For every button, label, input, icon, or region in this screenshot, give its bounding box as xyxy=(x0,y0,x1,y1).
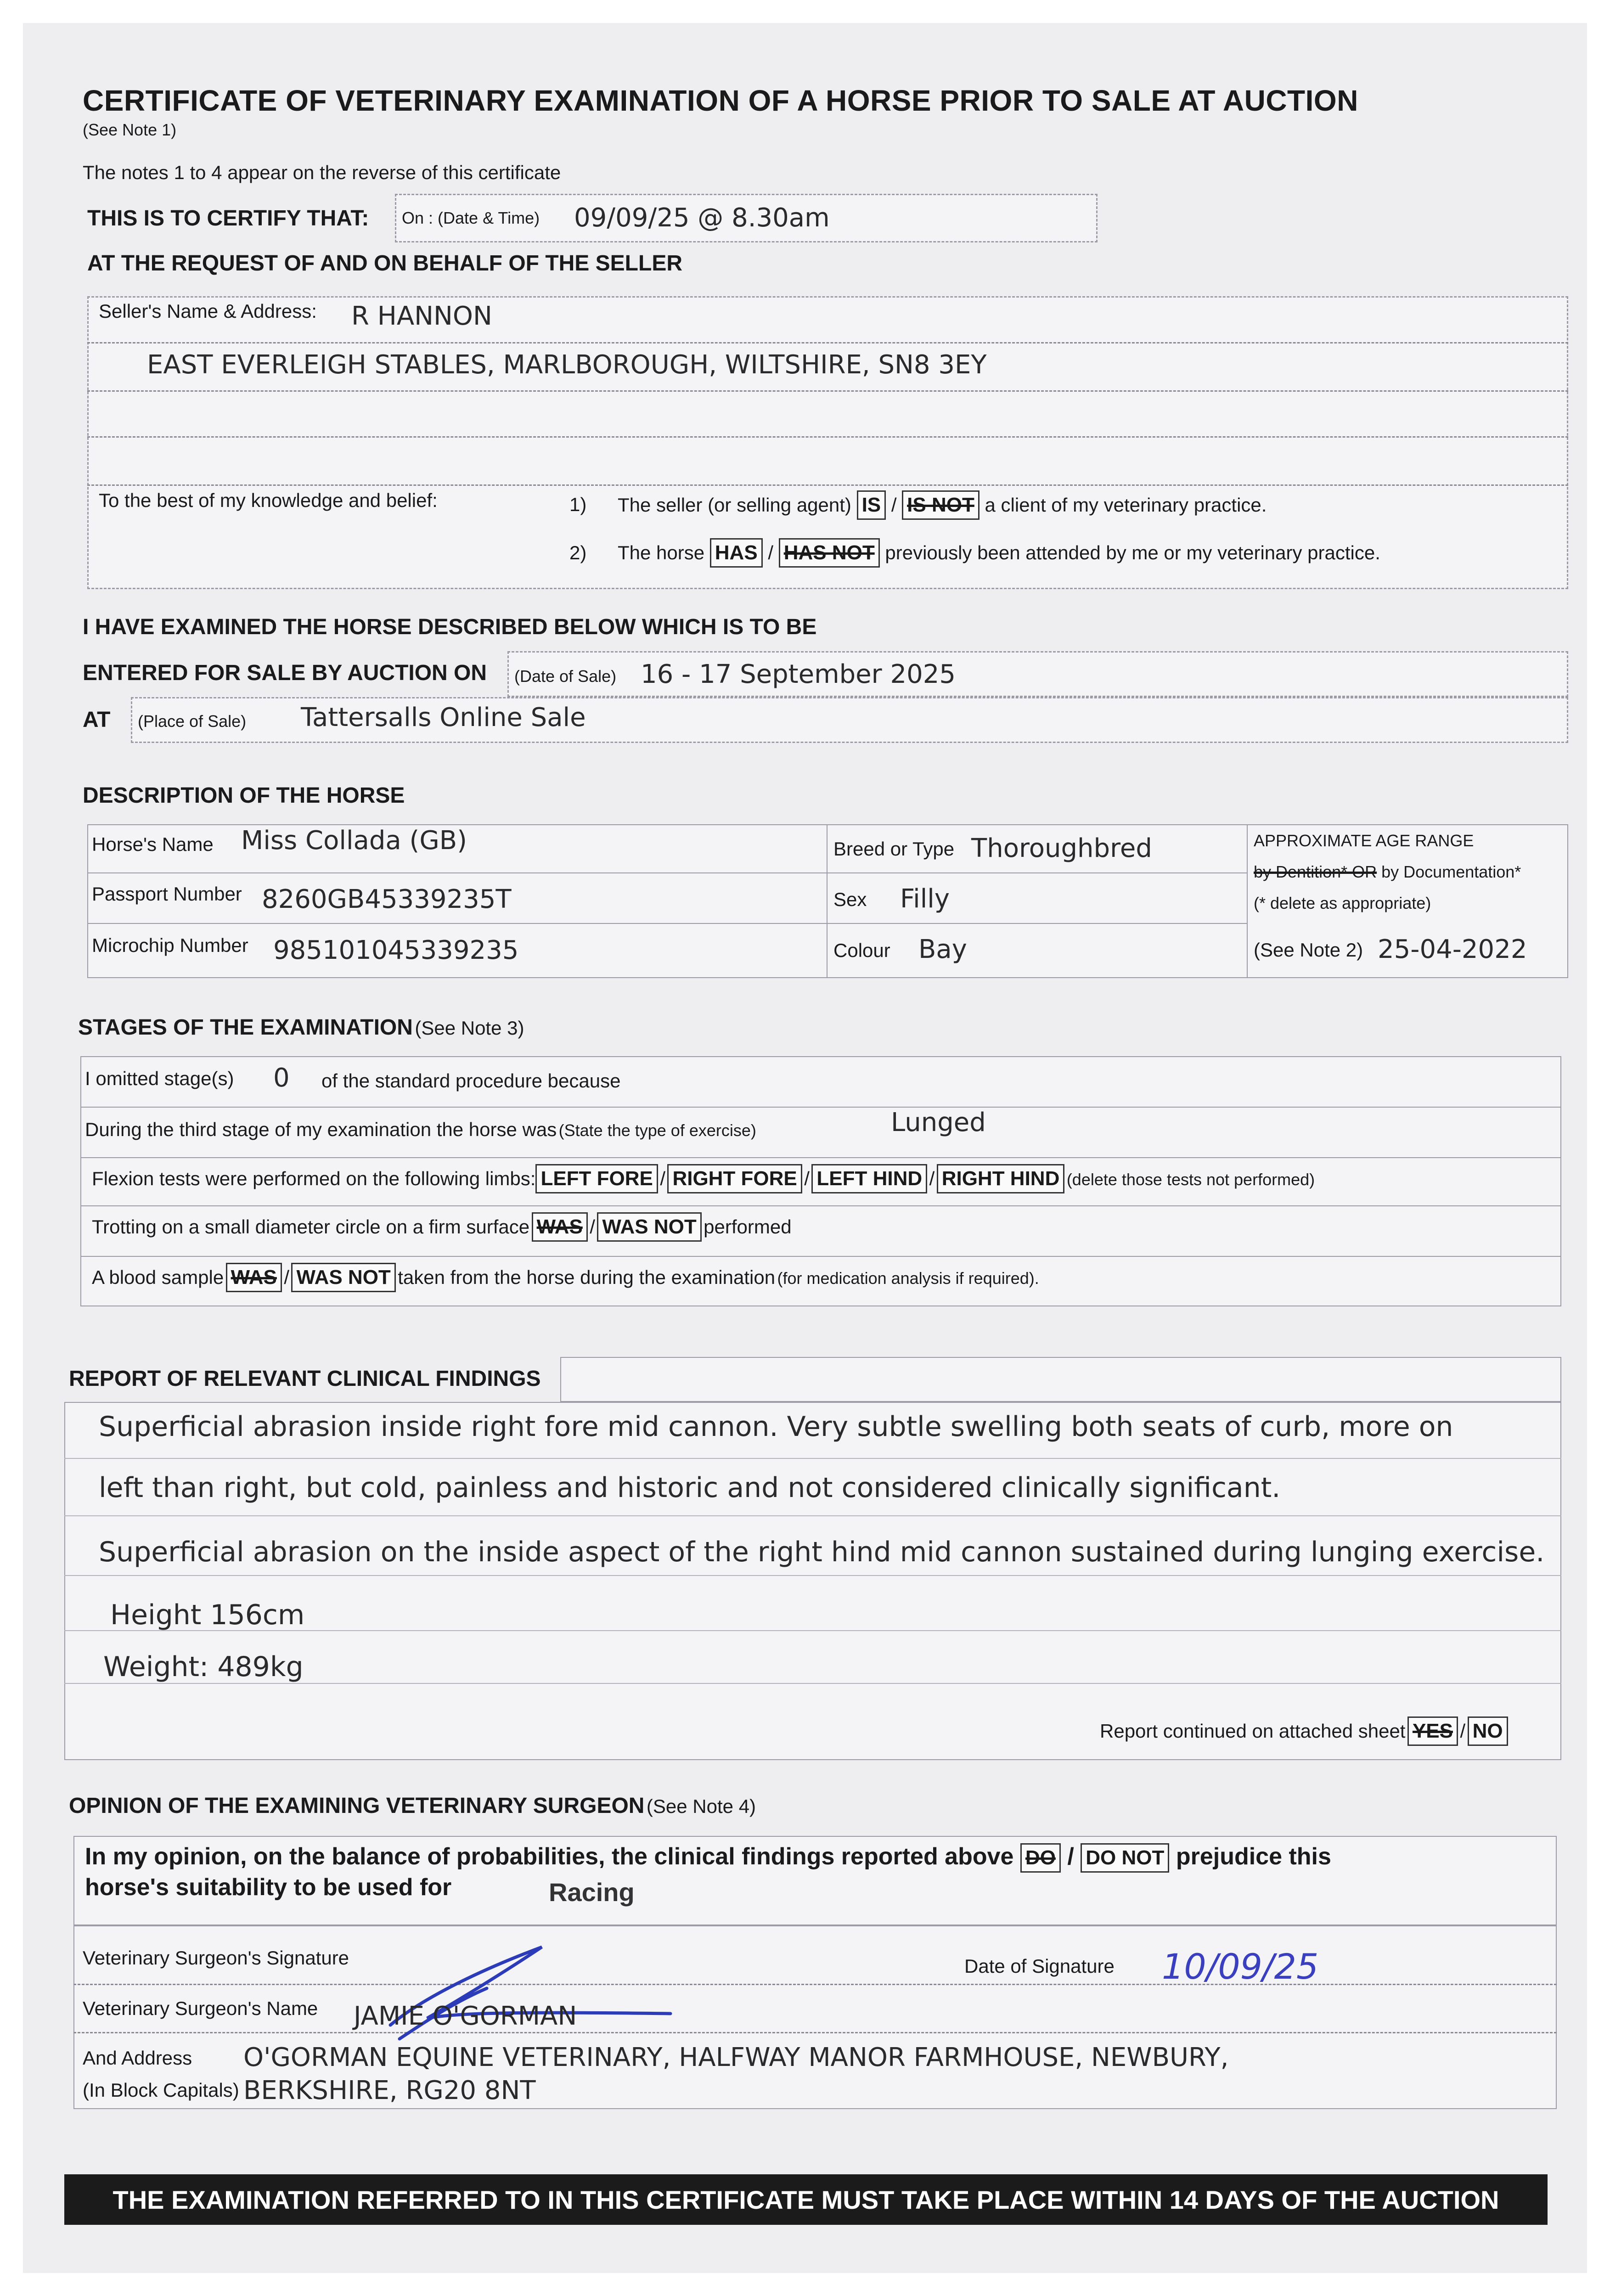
request-line: AT THE REQUEST OF AND ON BEHALF OF THE SELLER xyxy=(87,251,682,276)
knowledge-item2-num: 2) xyxy=(569,542,587,563)
certify-datetime[interactable]: 09/09/25 @ 8.30am xyxy=(574,203,830,233)
age-value[interactable]: 25-04-2022 xyxy=(1378,934,1527,964)
report-line-2 xyxy=(64,1515,1561,1516)
knowledge-item1-sep: / xyxy=(891,494,897,516)
age-heading: APPROXIMATE AGE RANGE xyxy=(1254,831,1474,850)
trot-label: Trotting on a small diameter circle on a firm surface xyxy=(92,1216,530,1238)
knowledge-item1-pre: The seller (or selling agent) xyxy=(618,494,851,516)
sale-place-label: (Place of Sale) xyxy=(138,712,247,731)
breed-label: Breed or Type xyxy=(833,838,955,860)
knowledge-item2-sep: / xyxy=(768,542,774,563)
blood-sep: / xyxy=(284,1266,290,1288)
stages-row-divider-1 xyxy=(80,1107,1561,1108)
signature-divider-2 xyxy=(73,2032,1557,2033)
certify-label: THIS IS TO CERTIFY THAT: xyxy=(87,206,369,231)
blood-label: A blood sample xyxy=(92,1266,224,1288)
continued-label: Report continued on attached sheet xyxy=(1100,1720,1406,1742)
stages-heading: STAGES OF THE EXAMINATION xyxy=(78,1015,413,1040)
footer-text: THE EXAMINATION REFERRED TO IN THIS CERTIFICATE MUST TAKE PLACE WITHIN 14 DAYS OF THE AUCTION xyxy=(113,2185,1499,2214)
surgeon-name-label: Veterinary Surgeon's Name xyxy=(83,1998,318,2019)
stages-row-divider-3 xyxy=(80,1205,1561,1206)
report-heading: REPORT OF RELEVANT CLINICAL FINDINGS xyxy=(69,1367,541,1391)
flexion-left-fore[interactable]: LEFT FORE xyxy=(535,1164,658,1193)
blood-was-option[interactable]: WAS xyxy=(226,1263,282,1292)
opinion-sep: / xyxy=(1067,1843,1074,1870)
footer-banner xyxy=(64,2174,1548,2225)
opinion-do-not-option[interactable]: DO NOT xyxy=(1081,1843,1169,1873)
knowledge-item1-post: a client of my veterinary practice. xyxy=(985,494,1267,516)
description-row-divider-1 xyxy=(87,872,1247,873)
omitted-label: I omitted stage(s) xyxy=(85,1068,234,1089)
horse-name-label: Horse's Name xyxy=(92,833,214,855)
examined-line-1: I HAVE EXAMINED THE HORSE DESCRIBED BELOW WHICH IS TO BE xyxy=(83,615,817,639)
surgeon-name-value[interactable]: JAMIE O'GORMAN xyxy=(354,2001,577,2031)
see-note-1: (See Note 1) xyxy=(83,120,177,139)
flexion-sep-3: / xyxy=(929,1168,935,1189)
omitted-value[interactable]: 0 xyxy=(273,1063,290,1093)
third-stage-label: During the third stage of my examination the horse was xyxy=(85,1119,557,1140)
surgeon-address-label: And Address xyxy=(83,2047,192,2069)
report-line-3 xyxy=(64,1575,1561,1576)
flexion-left-hind[interactable]: LEFT HIND xyxy=(811,1164,927,1193)
attended-has-option[interactable]: HAS xyxy=(710,538,763,568)
trot-post: performed xyxy=(704,1216,792,1238)
signature-divider-1 xyxy=(73,1984,1557,1985)
examined-line-2: ENTERED FOR SALE BY AUCTION ON xyxy=(83,661,487,685)
notes-intro: The notes 1 to 4 appear on the reverse of this certificate xyxy=(83,162,561,183)
knowledge-item2-post: previously been attended by me or my veterinary practice. xyxy=(885,542,1380,563)
flexion-sep-2: / xyxy=(804,1168,810,1189)
stages-row-divider-4 xyxy=(80,1256,1561,1257)
report-finding-line-1[interactable]: Superficial abrasion inside right fore mid cannon. Very subtle swelling both seats of curb, more on xyxy=(99,1411,1453,1443)
report-height[interactable]: Height 156cm xyxy=(110,1599,305,1631)
report-weight[interactable]: Weight: 489kg xyxy=(103,1651,304,1683)
trot-was-option[interactable]: WAS xyxy=(532,1212,588,1242)
opinion-do-option[interactable]: DO xyxy=(1020,1843,1061,1873)
flexion-note: (delete those tests not performed) xyxy=(1066,1170,1315,1189)
certify-on-label: On : (Date & Time) xyxy=(402,208,540,227)
passport-label: Passport Number xyxy=(92,883,242,905)
knowledge-item2-pre: The horse xyxy=(618,542,705,563)
trot-was-not-option[interactable]: WAS NOT xyxy=(597,1212,701,1242)
breed-value[interactable]: Thoroughbred xyxy=(971,833,1152,863)
report-finding-line-2[interactable]: left than right, but cold, painless and historic and not considered clinically significant. xyxy=(99,1472,1281,1504)
stages-row-divider-2 xyxy=(80,1157,1561,1158)
omitted-post: of the standard procedure because xyxy=(321,1070,621,1092)
flexion-right-fore[interactable]: RIGHT FORE xyxy=(667,1164,802,1193)
sex-label: Sex xyxy=(833,889,867,910)
description-col-divider-1 xyxy=(827,824,828,978)
opinion-note: (See Note 4) xyxy=(646,1795,756,1817)
colour-value[interactable]: Bay xyxy=(918,934,967,964)
flexion-label: Flexion tests were performed on the following limbs: xyxy=(92,1168,536,1189)
trot-sep: / xyxy=(590,1216,595,1238)
opinion-heading: OPINION OF THE EXAMINING VETERINARY SURGEON xyxy=(69,1794,645,1818)
horse-name-value[interactable]: Miss Collada (GB) xyxy=(241,826,467,855)
seller-label: Seller's Name & Address: xyxy=(99,300,317,322)
age-documentation-option[interactable]: by Documentation* xyxy=(1381,862,1521,881)
flexion-right-hind[interactable]: RIGHT HIND xyxy=(937,1164,1065,1193)
signature-label: Veterinary Surgeon's Signature xyxy=(83,1947,349,1969)
surgeon-address-label-2: (In Block Capitals) xyxy=(83,2079,239,2101)
opinion-post: prejudice this xyxy=(1176,1843,1331,1870)
description-row-divider-2 xyxy=(87,923,1247,924)
age-dentition-option[interactable]: by Dentition* OR xyxy=(1254,862,1377,881)
blood-was-not-option[interactable]: WAS NOT xyxy=(291,1263,395,1292)
knowledge-item1-num: 1) xyxy=(569,494,587,515)
sale-place-value[interactable]: Tattersalls Online Sale xyxy=(301,703,586,732)
report-finding-line-3[interactable]: Superficial abrasion on the inside aspect of the right hind mid cannon sustained during lunging exercise. xyxy=(99,1536,1545,1568)
stages-note: (See Note 3) xyxy=(415,1017,524,1039)
age-delete-note: (* delete as appropriate) xyxy=(1254,894,1431,912)
attended-has-not-option[interactable]: HAS NOT xyxy=(779,538,880,568)
signature-date-label: Date of Signature xyxy=(964,1955,1115,1977)
opinion-line-2: horse's suitability to be used for xyxy=(85,1874,452,1901)
seller-name[interactable]: R HANNON xyxy=(351,301,492,331)
seller-divider-1 xyxy=(87,342,1568,343)
description-heading: DESCRIPTION OF THE HORSE xyxy=(83,783,405,808)
signature-date-value[interactable]: 10/09/25 xyxy=(1162,1946,1319,1987)
passport-value[interactable]: 8260GB45339235T xyxy=(262,884,512,914)
colour-label: Colour xyxy=(833,940,890,961)
third-stage-value[interactable]: Lunged xyxy=(891,1108,986,1137)
sale-date-label: (Date of Sale) xyxy=(514,667,617,686)
report-heading-box xyxy=(560,1357,1561,1402)
sex-value[interactable]: Filly xyxy=(900,884,950,914)
microchip-label: Microchip Number xyxy=(92,934,248,956)
continued-yes-option[interactable]: YES xyxy=(1407,1716,1458,1746)
surgeon-address-line-2[interactable]: BERKSHIRE, RG20 8NT xyxy=(243,2076,536,2105)
seller-divider-3 xyxy=(87,436,1568,438)
report-line-1 xyxy=(64,1458,1561,1459)
blood-post: taken from the horse during the examination xyxy=(398,1266,776,1288)
description-col-divider-2 xyxy=(1247,824,1248,978)
surgeon-address-line-1[interactable]: O'GORMAN EQUINE VETERINARY, HALFWAY MANOR FARMHOUSE, NEWBURY, xyxy=(243,2043,1229,2072)
continued-no-option[interactable]: NO xyxy=(1468,1716,1508,1746)
client-is-option[interactable]: IS xyxy=(857,490,886,520)
opinion-pre: In my opinion, on the balance of probabilities, the clinical findings reported above xyxy=(85,1843,1014,1870)
report-box xyxy=(64,1402,1561,1760)
certificate-title: CERTIFICATE OF VETERINARY EXAMINATION OF A HORSE PRIOR TO SALE AT AUCTION xyxy=(83,84,1358,117)
client-is-not-option[interactable]: IS NOT xyxy=(902,490,980,520)
signature-scribble-icon[interactable] xyxy=(349,1919,762,2057)
opinion-use-value[interactable]: Racing xyxy=(549,1878,635,1907)
report-line-5 xyxy=(64,1683,1561,1684)
flexion-sep-1: / xyxy=(660,1168,665,1189)
microchip-value[interactable]: 985101045339235 xyxy=(273,935,519,965)
seller-divider-4 xyxy=(87,484,1568,486)
at-label: AT xyxy=(83,708,111,732)
knowledge-label: To the best of my knowledge and belief: xyxy=(99,490,438,511)
sale-date-value[interactable]: 16 - 17 September 2025 xyxy=(641,659,956,689)
seller-address[interactable]: EAST EVERLEIGH STABLES, MARLBOROUGH, WILTSHIRE, SN8 3EY xyxy=(147,350,987,380)
seller-divider-2 xyxy=(87,390,1568,392)
continued-sep: / xyxy=(1460,1720,1466,1742)
blood-note: (for medication analysis if required). xyxy=(777,1269,1039,1288)
third-stage-note: (State the type of exercise) xyxy=(558,1121,756,1140)
age-note-ref: (See Note 2) xyxy=(1254,939,1363,961)
